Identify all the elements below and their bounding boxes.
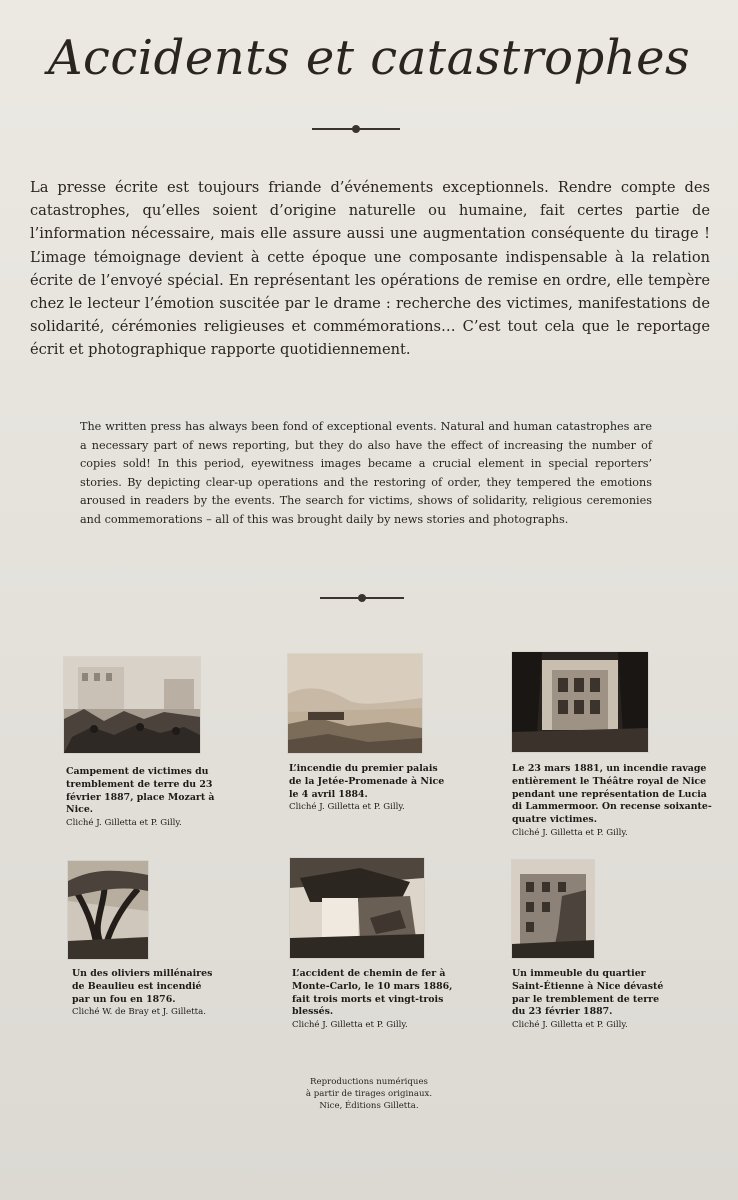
reproduction-note [269, 1076, 469, 1112]
photo-credit: Cliché J. Gilletta et P. Gilly. [512, 1020, 628, 1031]
caption-saint-etienne-building [512, 968, 672, 1032]
photo-earthquake-camp [64, 657, 200, 753]
photo-theatre-royal-fire [512, 652, 648, 752]
photo-burned-olive-tree [68, 861, 148, 959]
caption-text: Un immeuble du quartier Saint-Étienne à Nice dévasté par le tremblement de terre du 23 février 1887. [512, 968, 664, 1018]
photo-credit: Cliché J. Gilletta et P. Gilly. [66, 818, 182, 829]
reproduction-note-line: Reproductions numériques [310, 1077, 428, 1087]
reproduction-note-line: Nice, Éditions Gilletta. [319, 1101, 419, 1111]
ornament-divider-bottom [320, 593, 404, 603]
caption-text: L’accident de chemin de fer à Monte-Carlo, le 10 mars 1886, fait trois morts et vingt-trois blessés. [292, 968, 453, 1018]
caption-text: Campement de victimes du tremblement de terre du 23 février 1887, place Mozart à Nice. [66, 766, 215, 816]
caption-text: Le 23 mars 1881, un incendie ravage entièrement le Théâtre royal de Nice pendant une représentation de Lucia di Lammermoor. On recense soixante-quatre victimes. [512, 763, 712, 826]
photo-credit: Cliché J. Gilletta et P. Gilly. [512, 827, 628, 838]
page-title: Accidents et catastrophes [47, 30, 691, 86]
photo-credit: Cliché W. de Bray et J. Gilletta. [72, 1007, 206, 1018]
photo-railway-accident [290, 858, 424, 958]
photo-credit: Cliché J. Gilletta et P. Gilly. [289, 802, 405, 813]
photo-saint-etienne-building [512, 860, 594, 958]
intro-text-english: The written press has always been fond of exceptional events. Natural and human catastrophes are a necessary part of news reporting, but they do also have the effect of increasing the number of copies sold! In this period, eyewitness images became a crucial element in special reporters’ stories. By depicting clear-up operations and the restoring of order, they tempered the emotions aroused in readers by the events. The search for victims, shows of solidarity, religious ceremonies and commemorations – all of this was brought daily by news stories and photographs. [80, 420, 652, 526]
caption-theatre-royal-fire [512, 763, 712, 840]
caption-railway-accident [292, 968, 462, 1032]
photo-jetee-promenade-fire [288, 654, 422, 753]
ornament-divider-top [312, 124, 400, 134]
caption-earthquake-camp [66, 766, 216, 830]
reproduction-note-line: à partir de tirages originaux. [305, 1089, 433, 1099]
caption-text: Un des oliviers millénaires de Beaulieu est incendié par un fou en 1876. [72, 968, 213, 1005]
caption-burned-olive-tree [72, 968, 222, 1019]
photo-credit: Cliché J. Gilletta et P. Gilly. [292, 1020, 408, 1031]
caption-text: L’incendie du premier palais de la Jetée-Promenade à Nice le 4 avril 1884. [289, 763, 445, 800]
caption-jetee-promenade-fire [289, 763, 449, 814]
intro-text-french: La presse écrite est toujours friande d’événements exceptionnels. Rendre compte des catastrophes, qu’elles soient d’origine naturelle ou humaine, fait certes partie de l’information nécessaire, mais elle assure aussi une augmentation conséquente du tirage ! L’image témoignage devient à cette époque une composante indispensable à la relation écrite de l’envoyé spécial. En représentant les opérations de remise en ordre, elle tempère chez le lecteur l’émotion suscitée par le drame : recherche des victimes, manifestations de solidarité, cérémonies religieuses et commémorations… C’est tout cela que le reportage écrit et photographique rapporte quotidiennement. [30, 179, 710, 359]
